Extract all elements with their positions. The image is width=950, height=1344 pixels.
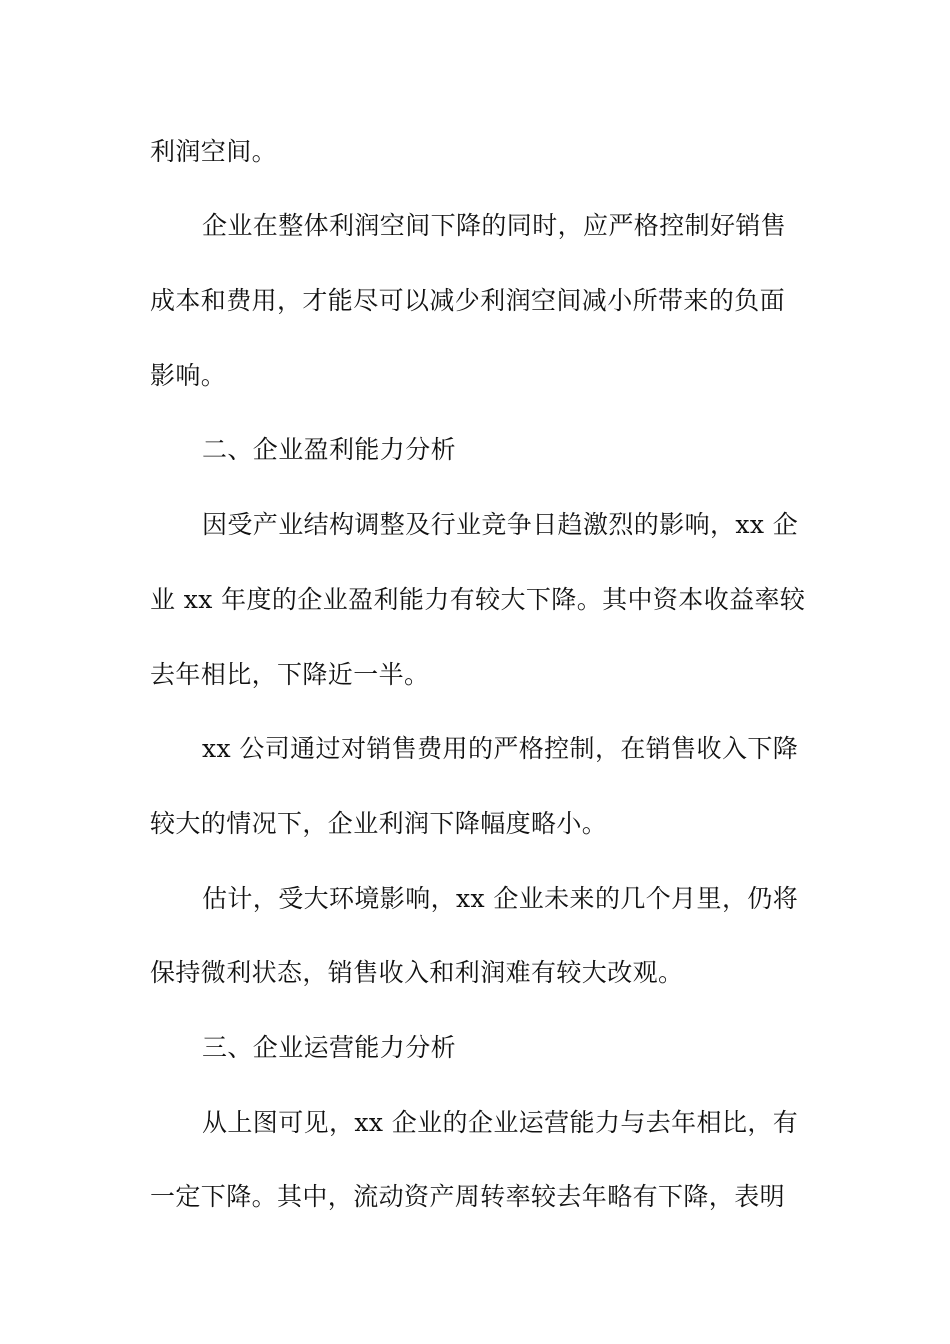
paragraph-line: 利润空间。: [150, 137, 278, 166]
paragraph-line: 成本和费用，才能尽可以减少利润空间减小所带来的负面: [150, 286, 786, 315]
paragraph-line: xx 公司通过对销售费用的严格控制，在销售收入下降: [202, 734, 799, 763]
paragraph-line: 影响。: [150, 361, 227, 390]
paragraph-line: 保持微利状态，销售收入和利润难有较大改观。: [150, 958, 684, 987]
paragraph-line: 去年相比，下降近一半。: [150, 660, 430, 689]
section-heading: 二、企业盈利能力分析: [202, 435, 457, 464]
paragraph-line: 企业在整体利润空间下降的同时，应严格控制好销售: [202, 211, 787, 240]
paragraph-line: 从上图可见，xx 企业的企业运营能力与去年相比，有: [202, 1108, 799, 1137]
paragraph-line: 一定下降。其中，流动资产周转率较去年略有下降，表明: [150, 1182, 786, 1211]
paragraph-line: 估计，受大环境影响，xx 企业未来的几个月里，仍将: [202, 884, 799, 913]
section-heading: 三、企业运营能力分析: [202, 1033, 457, 1062]
paragraph-line: 因受产业结构调整及行业竞争日趋激烈的影响，xx 企: [202, 510, 799, 539]
paragraph-line: 业 xx 年度的企业盈利能力有较大下降。其中资本收益率较: [150, 585, 806, 614]
paragraph-line: 较大的情况下，企业利润下降幅度略小。: [150, 809, 608, 838]
